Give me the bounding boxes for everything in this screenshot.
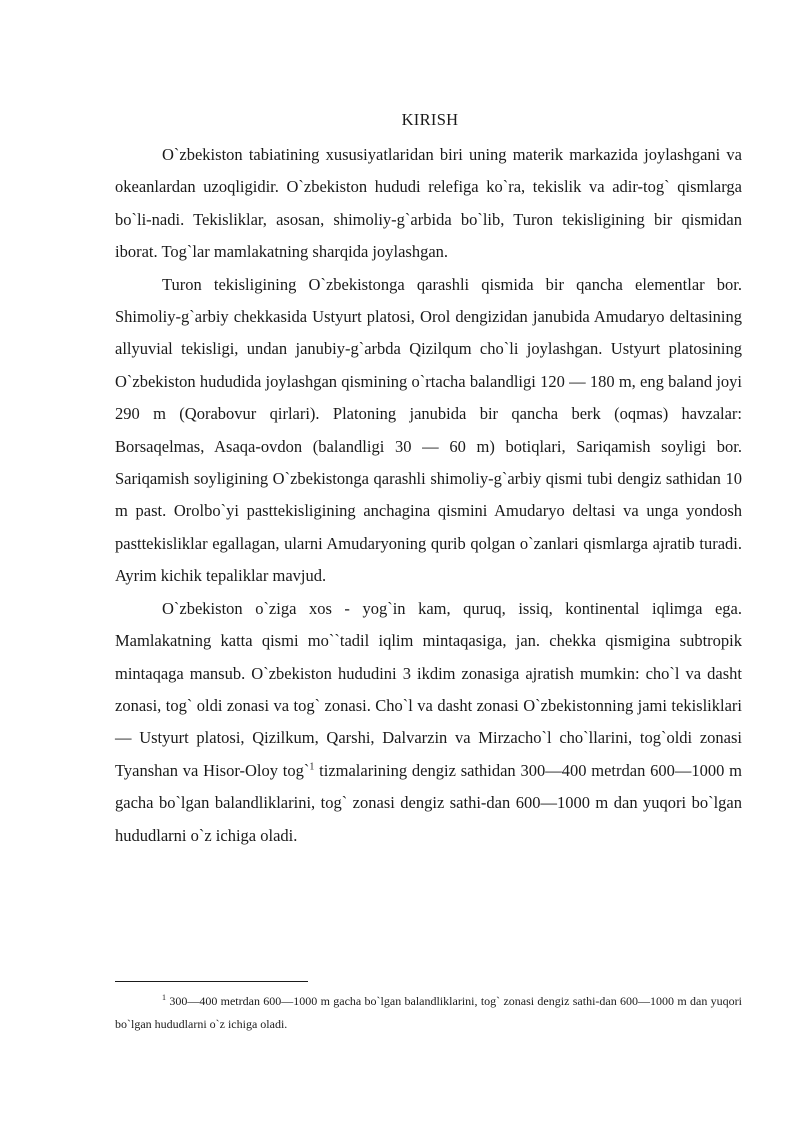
- page-title: KIRISH: [401, 110, 459, 129]
- paragraph-1: O`zbekiston tabiatining xususiyatlaridan biri uning materik markazida joylashgani va okeanlardan uzoqligidir. O`zbekiston hududi relefiga ko`ra, tekislik va adir-tog` qismlarga bo`li-nadi. Tekisliklar, asosan, shimoliy-g`arbida bo`lib, Turon tekisligining bir qismidan iborat. Tog`lar mamlakatning sharqida joylashgan.: [115, 145, 742, 262]
- footnote-marker: 1: [162, 993, 166, 1002]
- footnote-separator: [115, 981, 308, 982]
- footnote: [115, 990, 742, 1036]
- paragraph-3: [115, 593, 742, 852]
- body-text: [115, 139, 742, 852]
- footnote-text: 300—400 metrdan 600—1000 m gacha bo`lgan balandliklarini, tog` zonasi dengiz sathi-dan 600—1000 m dan yuqori bo`lgan hududlarni o`z ichiga oladi.: [115, 994, 742, 1031]
- paragraph-2: Turon tekisligining O`zbekistonga qarashli qismida bir qancha elementlar bor. Shimoliy-g`arbiy chekkasida Ustyurt platosi, Orol dengizidan janubida Amudaryo deltasining allyuvial tekisligi, undan janubiy-g`arbda Qizilqum cho`li joylashgan. Ustyurt platosining O`zbekiston hududida joylashgan qismining o`rtacha balandligi 120 — 180 m, eng baland joyi 290 m (Qorabovur qirlari). Platoning janubida bir qancha berk (oqmas) havzalar: Borsaqelmas, Asaqa-ovdon (balandligi 30 — 60 m) botiqlari, Sariqamish soyligi bor. Sariqamish soyligining O`zbekistonga qarashli shimoliy-g`arbiy qismi tubi dengiz sathidan 10 m past. Orolbo`yi pasttekisligining anchagina qismini Amudaryo deltasi va unga yondosh pasttekisliklar egallagan, ularni Amudaryoning qurib qolgan o`zanlari qismlarga ajratib turadi. Ayrim kichik tepaliklar mavjud.: [115, 274, 742, 586]
- paragraph-3-text-start: O`zbekiston o`ziga xos - yog`in kam, quruq, issiq, kontinental iqlimga ega. Mamlakatning katta qismi mo``tadil iqlim mintaqasiga, jan. chekka qismigina subtropik mintaqaga mansub. O`zbekiston hududini 3 ikdim zonasiga ajratish mumkin: cho`l va dasht zonasi, tog` oldi zonasi va tog` zonasi. Cho`l va dasht zonasi O`zbekistonning jami tekisliklari — Ustyurt platosi, Qizilkum, Qarshi, Dalvarzin va Mirzacho`l cho`llarini, tog`oldi zonasi Tyanshan va Hisor-Oloy tog`: [115, 598, 742, 780]
- paragraph-3-text-end: tizmalarining dengiz sathidan 300—400 metrdan 600—1000 m gacha bo`lgan balandliklarini, tog` zonasi dengiz sathi-dan 600—1000 m dan yuqori bo`lgan hududlarni o`z ichiga oladi.: [115, 760, 742, 845]
- footnote-reference[interactable]: 1: [309, 761, 315, 773]
